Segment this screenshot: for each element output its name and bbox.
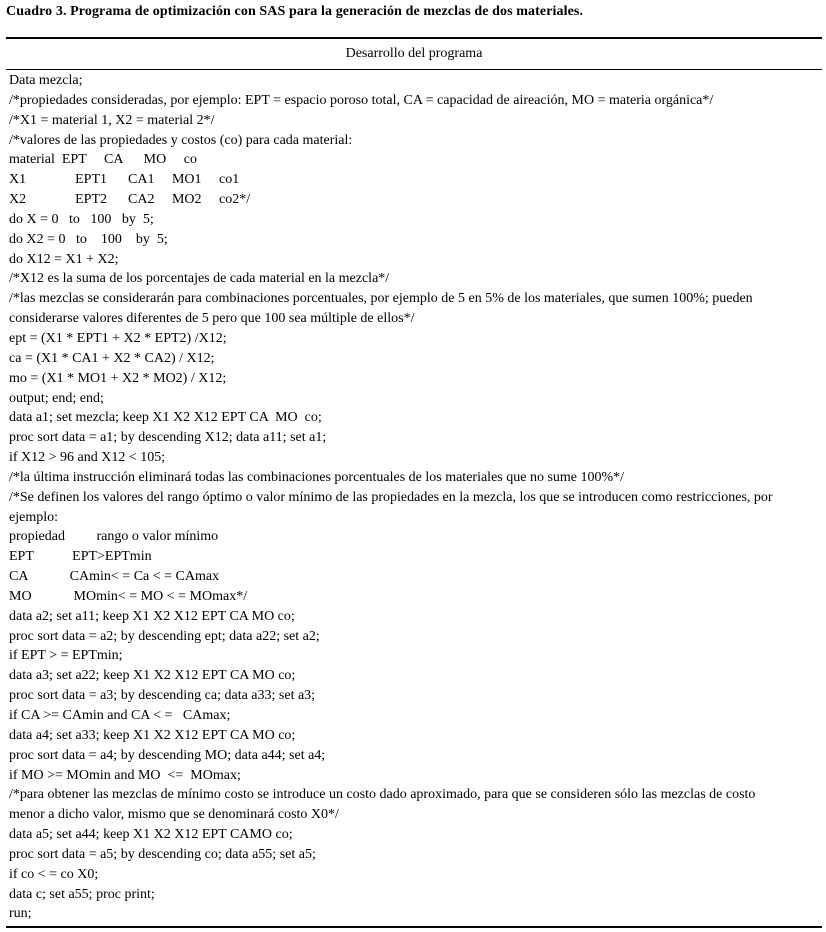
code-line: output; end; end; [9, 390, 104, 406]
code-line: if X12 > 96 and X12 < 105; [9, 450, 166, 466]
code-line: proc sort data = a5; by descending co; data a55; set a5; [9, 846, 316, 862]
code-line: CA CAmin< = Ca < = CAmax [9, 569, 220, 585]
code-line: /*propiedades consideradas, por ejemplo: EPT = espacio poroso total, CA = capacidad de aireación, MO = materia orgánica*/ [9, 92, 714, 108]
code-line: /*las mezclas se considerarán para combinaciones porcentuales, por ejemplo de 5 en 5% de los materiales, que sumen 100%; pueden [9, 291, 753, 307]
code-line: Data mezcla; [9, 73, 83, 88]
code-line: /*para obtener las mezclas de mínimo costo se introduce un costo dado aproximado, para que se consideren sólo las mezclas de costo [9, 787, 756, 803]
header-divider [6, 69, 822, 70]
code-line: ejemplo: [9, 509, 58, 525]
code-line: if CA >= CAmin and CA < = CAmax; [9, 708, 231, 723]
code-line: /*X1 = material 1, X2 = material 2*/ [9, 112, 215, 128]
code-line: run; [9, 906, 32, 922]
code-line: X1 EPT1 CA1 MO1 co1 [9, 172, 240, 188]
code-line: data c; set a55; proc print; [9, 886, 155, 902]
code-line: /*la última instrucción eliminará todas las combinaciones porcentuales de los materiales que no sume 100%*/ [9, 469, 625, 485]
code-line: if EPT > = EPTmin; [9, 648, 123, 664]
code-line: MO MOmin< = MO < = MOmax*/ [9, 588, 248, 604]
code-line: proc sort data = a4; by descending MO; data a44; set a4; [9, 747, 326, 763]
table-top-rule [6, 37, 822, 39]
code-line: X2 EPT2 CA2 MO2 co2*/ [9, 192, 251, 208]
code-line: material EPT CA MO co [9, 152, 197, 168]
code-line: mo = (X1 * MO1 + X2 * MO2) / X12; [9, 370, 227, 386]
code-line: do X12 = X1 + X2; [9, 251, 119, 267]
code-line: menor a dicho valor, mismo que se denominará costo X0*/ [9, 807, 339, 823]
table-caption: Cuadro 3. Programa de optimización con SAS para la generación de mezclas de dos materiales. [6, 4, 584, 19]
code-line: proc sort data = a3; by descending ca; data a33; set a3; [9, 688, 316, 704]
code-line: if co < = co X0; [9, 866, 99, 882]
table-bottom-rule [6, 926, 822, 928]
code-line: data a1; set mezcla; keep X1 X2 X12 EPT CA MO co; [9, 410, 322, 426]
table-header: Desarrollo del programa [345, 46, 483, 61]
code-line: EPT EPT>EPTmin [9, 549, 152, 565]
code-line: data a3; set a22; keep X1 X2 X12 EPT CA MO co; [9, 668, 296, 684]
code-line: data a2; set a11; keep X1 X2 X12 EPT CA MO co; [9, 608, 295, 624]
code-line: propiedad rango o valor mínimo [9, 529, 219, 545]
code-line: proc sort data = a2; by descending ept; data a22; set a2; [9, 628, 320, 644]
code-line: /*valores de las propiedades y costos (co) para cada material: [9, 132, 353, 148]
code-line: considerarse valores diferentes de 5 pero que 100 sea múltiple de ellos*/ [9, 311, 415, 327]
code-line: ca = (X1 * CA1 + X2 * CA2) / X12; [9, 350, 215, 366]
code-line: /*X12 es la suma de los porcentajes de cada material en la mezcla*/ [9, 271, 390, 287]
code-line: data a4; set a33; keep X1 X2 X12 EPT CA MO co; [9, 727, 296, 743]
code-line: /*Se definen los valores del rango óptimo o valor mínimo de las propiedades en la mezcla, los que se introducen como restricciones, por [9, 489, 773, 505]
code-line: if MO >= MOmin and MO <= MOmax; [9, 767, 241, 783]
code-line: data a5; set a44; keep X1 X2 X12 EPT CAMO co; [9, 827, 293, 843]
program-code-block [9, 71, 818, 924]
code-line: do X2 = 0 to 100 by 5; [9, 231, 168, 247]
code-line: ept = (X1 * EPT1 + X2 * EPT2) /X12; [9, 330, 227, 346]
code-line: proc sort data = a1; by descending X12; data a11; set a1; [9, 430, 327, 446]
code-line: do X = 0 to 100 by 5; [9, 211, 154, 227]
